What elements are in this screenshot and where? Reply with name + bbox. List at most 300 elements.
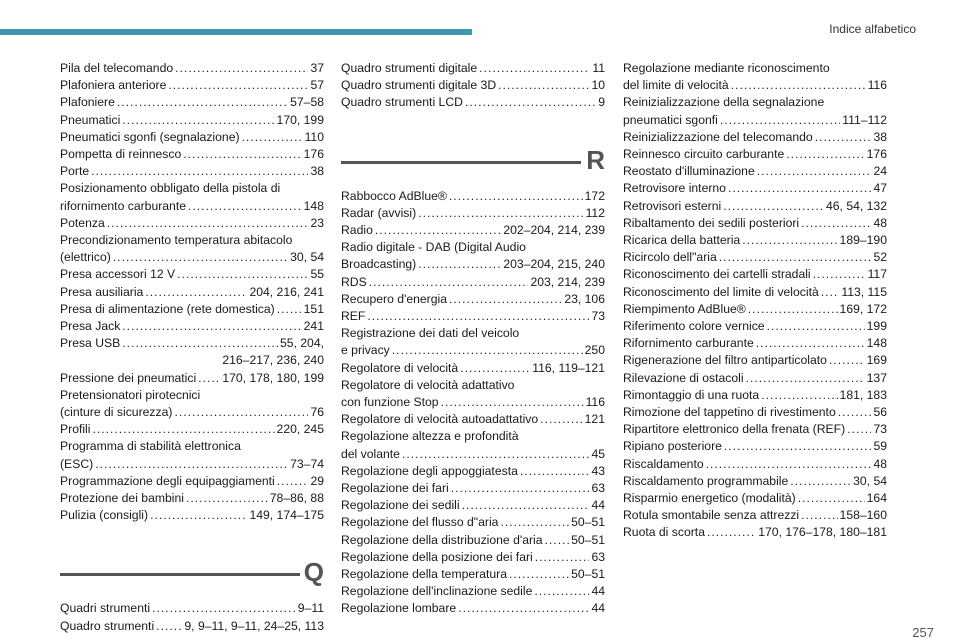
dot-leader	[392, 342, 583, 359]
dot-leader	[177, 266, 308, 283]
index-entry	[623, 249, 887, 266]
index-entry	[341, 583, 605, 600]
index-term: Pulizia (consigli)	[60, 508, 149, 523]
dot-leader	[724, 438, 872, 455]
index-entry	[60, 370, 324, 387]
index-pages: 38	[873, 129, 887, 144]
letter-heading	[60, 550, 324, 590]
index-pages: 116, 119–121	[532, 360, 605, 375]
dot-leader	[175, 60, 308, 77]
index-entry-line: Posizionamento obbligato della pistola di	[60, 181, 281, 196]
dot-leader	[117, 94, 288, 111]
index-pages: 45	[591, 446, 605, 461]
index-entry-main	[60, 456, 324, 473]
dot-leader	[113, 249, 288, 266]
index-pages: 172	[584, 188, 605, 203]
index-term: Radio	[341, 223, 373, 238]
index-entry	[60, 421, 324, 438]
index-pages: 50–51	[571, 532, 605, 547]
index-pages: 57	[310, 78, 324, 93]
index-term: Riconoscimento dei cartelli stradali	[623, 267, 811, 282]
index-term: rifornimento carburante	[60, 198, 186, 213]
index-entry	[60, 266, 324, 283]
index-entry	[623, 266, 887, 283]
index-pages: 44	[591, 584, 605, 599]
index-entry-main	[60, 129, 324, 146]
index-entry	[60, 600, 324, 617]
index-entry-line: Regolatore di velocità adattativo	[341, 377, 515, 392]
index-entry-main	[623, 232, 887, 249]
index-entry-main	[623, 146, 887, 163]
index-entry-main	[341, 583, 605, 600]
dot-leader	[369, 274, 529, 291]
dot-leader	[847, 421, 871, 438]
dot-leader	[498, 77, 589, 94]
index-pages: 220, 245	[276, 422, 324, 437]
index-entry-main	[60, 146, 324, 163]
index-entry	[60, 215, 324, 232]
index-entry-main	[623, 129, 887, 146]
index-term: Reinnesco circuito carburante	[623, 147, 785, 162]
index-entry	[60, 618, 324, 635]
dot-leader	[188, 198, 302, 215]
dot-leader	[479, 60, 590, 77]
index-term: Riscaldamento programmabile	[623, 473, 789, 488]
index-term: Quadro strumenti digitale	[341, 61, 478, 75]
index-entry-main	[623, 180, 887, 197]
index-entry-line: Registrazione dei dati del veicolo	[341, 326, 520, 341]
dot-leader	[535, 549, 590, 566]
index-pages-continued: 216–217, 236, 240	[222, 353, 324, 368]
dot-leader	[122, 318, 301, 335]
index-entry-line: Regolazione mediante riconoscimento	[623, 61, 830, 75]
index-term: Rilevazione di ostacoli	[623, 370, 744, 385]
index-term: Pompetta di reinnesco	[60, 147, 182, 162]
index-entry-main	[341, 463, 605, 480]
index-entry	[60, 318, 324, 335]
index-pages: 55	[310, 267, 324, 282]
index-term: pneumatici sgonfi	[623, 112, 718, 127]
index-pages: 137	[866, 370, 887, 385]
index-entry	[341, 308, 605, 325]
index-entry	[341, 428, 605, 462]
index-entry-line: Regolazione altezza e profondità	[341, 429, 519, 444]
index-pages: 38	[310, 164, 324, 179]
dot-leader	[150, 507, 247, 524]
index-entry-main	[341, 532, 605, 549]
index-pages: 148	[303, 198, 324, 213]
index-term: Presa di alimentazione (rete domestica)	[60, 301, 275, 316]
index-pages: 11	[592, 61, 605, 75]
index-entry-main	[341, 514, 605, 531]
index-entry	[60, 284, 324, 301]
index-entry-line: Reinizializzazione della segnalazione	[623, 95, 825, 110]
index-term: Quadro strumenti LCD	[341, 95, 463, 110]
index-pages: 30, 54	[290, 250, 324, 265]
index-term: Rimontaggio di una ruota	[623, 387, 760, 402]
dot-leader	[198, 370, 220, 387]
index-entry-main	[60, 404, 324, 421]
index-term: Regolazione degli appoggiatesta	[341, 463, 518, 478]
index-pages: 50–51	[571, 567, 605, 582]
index-term: Ripartitore elettronico della frenata (REF)	[623, 422, 846, 437]
index-entry-main	[623, 507, 887, 524]
index-pages: 169	[866, 353, 887, 368]
index-entry	[623, 198, 887, 215]
index-entry-main	[60, 421, 324, 438]
dot-leader	[757, 163, 872, 180]
index-pages: 9–11	[297, 601, 324, 616]
index-entry-main	[60, 77, 324, 94]
dot-leader	[706, 456, 872, 473]
index-entry-main	[623, 490, 887, 507]
index-entry-main	[60, 318, 324, 335]
index-term: Presa ausiliaria	[60, 284, 144, 299]
index-term: Quadro strumenti digitale 3D	[341, 78, 497, 93]
index-entry-line: Programma di stabilità elettronica	[60, 439, 241, 454]
index-pages: 47	[873, 181, 887, 196]
index-pages: 113, 115	[841, 284, 887, 299]
index-entry-main	[60, 215, 324, 232]
index-term: del limite di velocità	[623, 78, 729, 93]
index-entry-main	[341, 256, 605, 273]
index-pages: 116	[867, 78, 887, 93]
index-pages: 169, 172	[839, 301, 887, 316]
index-pages: 151	[303, 301, 324, 316]
dot-leader	[441, 394, 584, 411]
dot-leader	[152, 600, 296, 617]
dot-leader	[801, 215, 871, 232]
index-entry-main	[623, 266, 887, 283]
index-entry-main	[623, 473, 887, 490]
index-entry	[623, 404, 887, 421]
index-term: REF	[341, 309, 366, 324]
index-term: Broadcasting)	[341, 257, 417, 272]
index-pages: 112	[585, 205, 605, 220]
index-entry-main	[341, 188, 605, 205]
index-pages: 170, 199	[276, 112, 324, 127]
index-entry-main	[60, 301, 324, 318]
index-pages: 189–190	[839, 233, 887, 248]
index-term: Ribaltamento dei sedili posteriori	[623, 215, 800, 230]
dot-leader	[838, 404, 872, 421]
index-term: Regolatore di velocità autoadattativo	[341, 412, 539, 427]
index-term: Rifornimento carburante	[623, 336, 754, 351]
index-entry-main	[341, 291, 605, 308]
dot-leader	[500, 514, 569, 531]
index-entry-main	[341, 549, 605, 566]
dot-leader	[746, 370, 865, 387]
index-term: (elettrico)	[60, 250, 111, 265]
dot-leader	[821, 284, 840, 301]
index-term: Rotula smontabile senza attrezzi	[623, 508, 800, 523]
index-column-3	[623, 60, 887, 542]
index-term: Rigenerazione del filtro antiparticolato	[623, 353, 827, 368]
index-entry-main	[341, 394, 605, 411]
index-entry	[623, 352, 887, 369]
index-entry	[60, 146, 324, 163]
index-entry-main	[341, 411, 605, 428]
index-entry	[623, 129, 887, 146]
dot-leader	[534, 583, 589, 600]
index-entry	[623, 163, 887, 180]
dot-leader	[520, 463, 590, 480]
index-term: Regolatore di velocità	[341, 360, 459, 375]
index-entry	[60, 77, 324, 94]
index-entry	[341, 411, 605, 428]
index-entry-main	[623, 198, 887, 215]
index-pages: 43	[591, 463, 605, 478]
index-pages: 181, 183	[839, 387, 887, 402]
index-term: RDS	[341, 274, 367, 289]
index-entry-line: Precondizionamento temperatura abitacolo	[60, 233, 293, 248]
index-column-1	[60, 60, 324, 635]
index-entry	[60, 438, 324, 472]
index-entry-main	[341, 566, 605, 583]
index-term: Plafoniera anteriore	[60, 78, 167, 93]
dot-leader	[509, 566, 569, 583]
index-entry	[341, 291, 605, 308]
index-entry	[60, 112, 324, 129]
index-term: Porte	[60, 164, 90, 179]
index-pages: 48	[873, 215, 887, 230]
dot-leader	[719, 249, 872, 266]
dot-leader	[462, 497, 590, 514]
index-term: Profili	[60, 422, 91, 437]
index-term: Rabbocco AdBlue®	[341, 188, 447, 203]
dot-leader	[418, 256, 501, 273]
index-term: Rimozione del tappetino di rivestimento	[623, 405, 836, 420]
index-entry-main	[623, 335, 887, 352]
index-entry	[623, 473, 887, 490]
index-term: Presa USB	[60, 336, 121, 351]
index-entry	[60, 507, 324, 524]
dot-leader	[756, 335, 865, 352]
letter-rule	[341, 161, 581, 164]
index-pages: 170, 176–178, 180–181	[758, 525, 887, 540]
index-entry-main	[623, 318, 887, 335]
dot-leader	[145, 284, 247, 301]
index-pages: 148	[866, 336, 887, 351]
index-term: Retrovisore interno	[623, 181, 726, 196]
dot-leader	[798, 490, 865, 507]
index-entry	[623, 438, 887, 455]
index-pages: 24	[873, 164, 887, 179]
dot-leader	[460, 360, 530, 377]
index-entry-main	[341, 60, 605, 77]
index-entry	[341, 274, 605, 291]
index-pages: 9	[598, 95, 605, 110]
dot-leader	[277, 473, 309, 490]
index-pages: 73	[591, 309, 605, 324]
index-term: Regolazione dell'inclinazione sedile	[341, 584, 533, 599]
index-pages: 250	[584, 343, 605, 358]
index-pages: 176	[303, 147, 324, 162]
dot-leader	[156, 618, 182, 635]
index-term: Pila del telecomando	[60, 61, 174, 75]
index-term: Radar (avvisi)	[341, 205, 417, 220]
index-entry-main	[60, 60, 324, 77]
dot-leader	[451, 480, 590, 497]
index-term: Regolazione della temperatura	[341, 567, 507, 582]
index-entry-main	[623, 112, 887, 129]
index-pages: 57–58	[290, 95, 324, 110]
index-term: Regolazione del flusso d"aria	[341, 515, 499, 530]
dot-leader	[790, 473, 851, 490]
index-entry-main	[341, 274, 605, 291]
index-entry-main	[623, 284, 887, 301]
index-pages: 73–74	[290, 456, 324, 471]
dot-leader	[367, 308, 589, 325]
index-entry	[60, 232, 324, 266]
index-pages: 59	[873, 439, 887, 454]
index-entry	[341, 239, 605, 273]
index-pages: 202–204, 214, 239	[503, 223, 605, 238]
index-pages: 158–160	[839, 508, 887, 523]
index-entry	[623, 94, 887, 128]
index-entry-main	[623, 456, 887, 473]
index-entry	[623, 507, 887, 524]
index-pages: 203–204, 215, 240	[503, 257, 605, 272]
index-entry-main	[60, 198, 324, 215]
index-pages: 204, 216, 241	[249, 284, 324, 299]
index-term: Riferimento colore vernice	[623, 319, 765, 334]
header-accent-bar	[0, 29, 472, 35]
index-term: Riempimento AdBlue®	[623, 301, 746, 316]
index-pages: 78–86, 88	[269, 491, 324, 506]
index-entry-main	[341, 360, 605, 377]
index-entry-main	[341, 497, 605, 514]
dot-leader	[801, 507, 837, 524]
index-entry-main	[60, 94, 324, 111]
index-entry	[341, 566, 605, 583]
index-term: Potenza	[60, 215, 105, 230]
index-entry	[623, 421, 887, 438]
index-entry-main	[60, 600, 324, 617]
index-entry-main	[623, 352, 887, 369]
dot-leader	[748, 301, 838, 318]
index-entry-line: Radio digitale - DAB (Digital Audio	[341, 240, 526, 255]
dot-leader	[742, 232, 837, 249]
index-entry	[341, 514, 605, 531]
index-pages: 117	[867, 267, 887, 282]
dot-leader	[242, 129, 303, 146]
index-term: Pressione dei pneumatici	[60, 370, 197, 385]
index-term: Recupero d'energia	[341, 291, 447, 306]
dot-leader	[168, 77, 308, 94]
index-entry	[623, 318, 887, 335]
index-entry	[341, 77, 605, 94]
index-entry	[341, 549, 605, 566]
index-entry	[341, 325, 605, 359]
dot-leader	[122, 112, 274, 129]
index-pages: 116	[585, 395, 605, 410]
index-entry	[341, 188, 605, 205]
index-entry-main	[623, 163, 887, 180]
index-term: Regolazione dei fari	[341, 481, 449, 496]
index-pages: 23	[310, 215, 324, 230]
index-entry	[623, 524, 887, 541]
index-term: Risparmio energetico (modalità)	[623, 491, 796, 506]
index-entry	[341, 497, 605, 514]
index-entry-main	[60, 370, 324, 387]
letter-label: Q	[303, 557, 324, 588]
dot-leader	[92, 421, 274, 438]
index-pages: 44	[591, 601, 605, 616]
index-pages: 170, 178, 180, 199	[222, 370, 324, 385]
index-entry-main	[341, 77, 605, 94]
index-entry-main	[60, 490, 324, 507]
index-term: del volante	[341, 446, 400, 461]
index-term: (ESC)	[60, 456, 94, 471]
index-entry-main	[341, 94, 605, 111]
index-term: Quadri strumenti	[60, 601, 151, 616]
index-entry	[60, 60, 324, 77]
dot-leader	[761, 387, 837, 404]
index-entry-main	[60, 335, 324, 352]
index-term: con funzione Stop	[341, 395, 439, 410]
dot-leader	[786, 146, 864, 163]
dot-leader	[728, 180, 871, 197]
index-entry-main	[60, 112, 324, 129]
index-entry	[623, 215, 887, 232]
dot-leader	[375, 222, 501, 239]
index-entry	[341, 600, 605, 617]
index-term: Regolazione lombare	[341, 601, 457, 616]
index-entry-main	[623, 249, 887, 266]
index-entry-main	[60, 163, 324, 180]
index-term: Pneumatici sgonfi (segnalazione)	[60, 129, 240, 144]
index-entry-main	[341, 222, 605, 239]
dot-leader	[813, 266, 866, 283]
index-entry-main	[60, 618, 324, 635]
index-pages: 199	[866, 319, 887, 334]
index-entry	[60, 387, 324, 421]
index-entry-main	[623, 387, 887, 404]
index-entry	[341, 463, 605, 480]
dot-leader	[174, 404, 308, 421]
index-entry	[60, 94, 324, 111]
index-term: (cinture di sicurezza)	[60, 405, 173, 420]
letter-rule	[60, 573, 300, 576]
index-term: Regolazione della posizione dei fari	[341, 549, 533, 564]
index-entry	[623, 60, 887, 94]
index-entry	[623, 370, 887, 387]
dot-leader	[767, 318, 865, 335]
index-term: Regolazione dei sedili	[341, 498, 460, 513]
letter-label: R	[586, 144, 605, 175]
index-entry-main	[60, 249, 324, 266]
index-pages: 176	[866, 147, 887, 162]
index-entry	[623, 490, 887, 507]
index-pages: 121	[584, 412, 605, 427]
index-pages: 46, 54, 132	[826, 198, 887, 213]
index-entry-main	[60, 473, 324, 490]
index-term: Retrovisori esterni	[623, 198, 722, 213]
index-pages: 241	[303, 319, 324, 334]
index-entry-main	[623, 215, 887, 232]
index-term: Ricarica della batteria	[623, 233, 741, 248]
index-pages: 164	[866, 491, 887, 506]
index-entry	[623, 284, 887, 301]
index-pages: 203, 214, 239	[530, 274, 605, 289]
index-entry-main	[60, 284, 324, 301]
dot-leader	[183, 146, 301, 163]
index-term: e privacy	[341, 343, 390, 358]
index-entry-main	[623, 421, 887, 438]
index-entry	[60, 163, 324, 180]
index-entry	[623, 456, 887, 473]
